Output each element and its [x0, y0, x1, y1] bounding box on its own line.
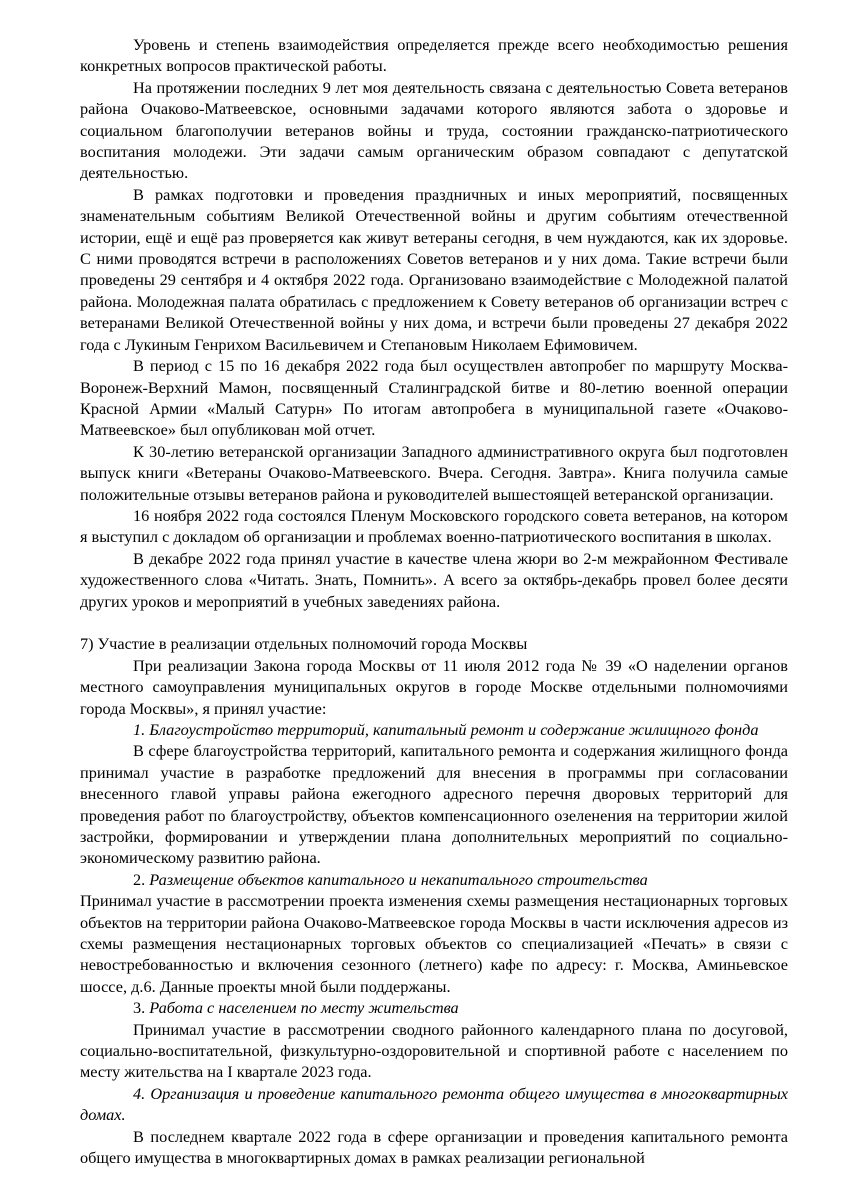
paragraph: Принимал участие в рассмотрении проекта изменения схемы размещения нестационарных торговых объектов на территории района Очаково-Матвеевское города Москвы в части исключения адресов из схемы размещения нестационарных торговых объектов со специализацией «Печать» в связи с невостребованностью и включения сезонного (летнего) кафе по адресу: г. Москва, Аминьевское шоссе, д.6. Данные проекты мной были поддержаны. [80, 891, 788, 996]
document-page [80, 34, 788, 1169]
subsection-number: 3. [133, 998, 146, 1018]
paragraph: На протяжении последних 9 лет моя деятельность связана с деятельностью Совета ветеранов района Очаково-Матвеевское, основными задачами которого являются забота о здоровье и социальном благополучии ветеранов войны и труда, состоянии гражданско-патриотического воспитания молодежи. Эти задачи самым органическим образом совпадают с депутатской деятельностью. [80, 77, 788, 183]
paragraph: В сфере благоустройства территорий, капитального ремонта и содержания жилищного фонда принимал участие в разработке предложений для внесения в программы при согласовании внесенного главой управы района ежегодного адресного перечня дворовых территорий для проведения работ по благоустройству, объектов компенсационного озеленения на территории жилой застройки, формировании и утверждении плана дополнительных мероприятий по социально-экономическому развитию района. [80, 741, 788, 868]
paragraph: В последнем квартале 2022 года в сфере организации и проведения капитального ремонта общего имущества в многоквартирных домах в рамках реализации региональной [80, 1126, 788, 1168]
section-heading: 7) Участие в реализации отдельных полномочий города Москвы [80, 634, 528, 654]
subsection-title: Размещение объектов капитального и некапитального строительства [149, 869, 648, 889]
paragraph: 16 ноября 2022 года состоялся Пленум Московского городского совета ветеранов, на котором я выступил с докладом об организации и проблемах военно-патриотического воспитания в школах. [80, 505, 788, 547]
paragraph: В рамках подготовки и проведения праздничных и иных мероприятий, посвященных знаменательным событиям Великой Отечественной войны и другим событиям отечественной истории, ещё и ещё раз проверяется как живут ветераны сегодня, в чем нуждаются, как их здоровье. С ними проводятся встречи в расположениях Советов ветеранов и у них дома. Такие встречи были проведены 29 сентября и 4 октября 2022 года. Организовано взаимодействие с Молодежной палатой района. Молодежная палата обратилась с предложением к Совету ветеранов об организации встреч с ветеранами Великой Отечественной войны у них дома, и встречи были проведены 27 декабря 2022 года с Лукиным Генрихом Васильевичем и Степановым Николаем Ефимовичем. [80, 184, 788, 354]
paragraph: В декабре 2022 года принял участие в качестве члена жюри во 2-м межрайонном Фестивале художественного слова «Читать. Знать, Помнить». А всего за октябрь-декабрь провел более десяти других уроков и мероприятий в учебных заведениях района. [80, 548, 788, 611]
subsection-number: 2. [133, 869, 146, 889]
paragraph: К 30-летию ветеранской организации Западного административного округа был подготовлен выпуск книги «Ветераны Очаково-Матвеевского. Вчера. Сегодня. Завтра». Книга получила самые положительные отзывы ветеранов района и руководителей вышестоящей ветеранской организации. [80, 441, 788, 504]
subsection-heading: 4. Организация и проведение капитального ремонта общего имущества в многоквартирных домах. [80, 1083, 788, 1125]
subsection-heading [80, 869, 788, 890]
subsection-title: Работа с населением по месту жительства [149, 998, 459, 1018]
blank-line [80, 612, 788, 633]
subsection-heading: 1. Благоустройство территорий, капитальный ремонт и содержание жилищного фонда [133, 719, 759, 739]
paragraph: Принимал участие в рассмотрении сводного районного календарного плана по досуговой, социально-воспитательной, физкультурно-оздоровительной и спортивной работе с населением по месту жительства на I квартале 2023 года. [80, 1019, 788, 1082]
paragraph: В период с 15 по 16 декабря 2022 года был осуществлен автопробег по маршруту Москва-Воронеж-Верхний Мамон, посвященный Сталинградской битве и 80-летию военной операции Красной Армии «Малый Сатурн» По итогам автопробега в муниципальной газете «Очаково-Матвеевское» был опубликован мой отчет. [80, 356, 788, 440]
paragraph: При реализации Закона города Москвы от 11 июля 2012 года № 39 «О наделении органов местного самоуправления муниципальных округов в городе Москве отдельными полномочиями города Москвы», я принял участие: [80, 655, 788, 718]
subsection-heading [80, 997, 788, 1018]
paragraph: Уровень и степень взаимодействия определяется прежде всего необходимостью решения конкретных вопросов практической работы. [80, 35, 788, 76]
